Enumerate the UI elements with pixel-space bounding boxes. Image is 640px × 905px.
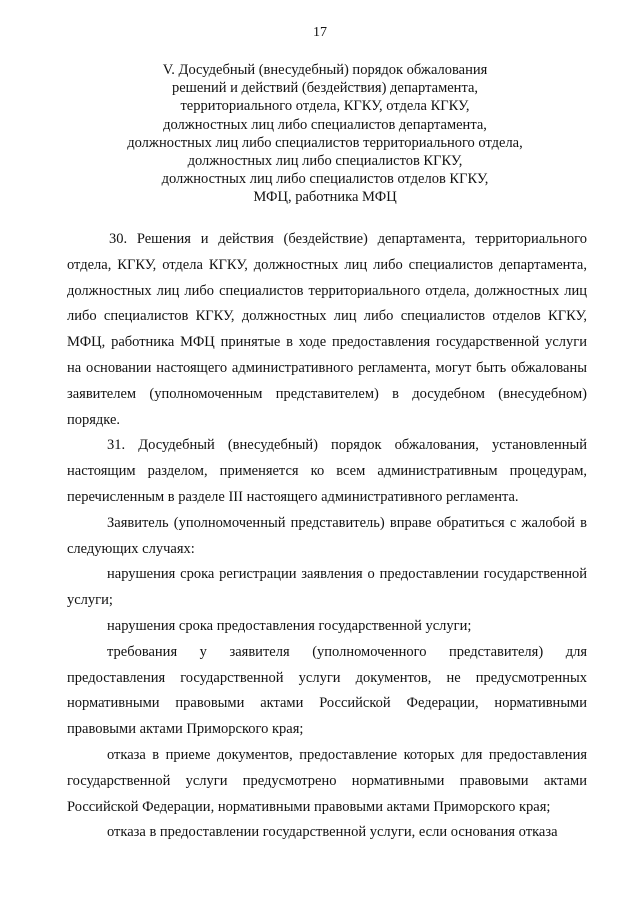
heading-line: должностных лиц либо специалистов КГКУ, (187, 153, 463, 170)
paragraph-30: 30. Решения и действия (бездействие) департамента, территориального отдела, КГКУ, отдела КГКУ, должностных лиц либо специалистов департамента, должностных лиц либо специалистов территориального отдела, должностных лиц либо специалистов КГКУ, должностных лиц либо специалистов отделов КГКУ, МФЦ, работника МФЦ принятые в ходе предоставления государственной услуги на основании настоящего административного регламента, могут быть обжалованы заявителем (уполномоченным представителем) в досудебном (внесудебном) порядке. (67, 231, 587, 428)
heading-line: должностных лиц либо специалистов отделов КГКУ, (161, 171, 489, 188)
paragraph-case-registration: нарушения срока регистрации заявления о предоставлении государственной услуги; (67, 566, 587, 609)
section-heading (60, 61, 590, 207)
heading-line: должностных лиц либо специалистов территориального отдела, (127, 134, 523, 151)
document-body (67, 227, 587, 846)
heading-line: МФЦ, работника МФЦ (253, 189, 397, 206)
paragraph-case-refusal-service: отказа в предоставлении государственной услуги, если основания отказа (107, 824, 558, 841)
paragraph-31: 31. Досудебный (внесудебный) порядок обжалования, установленный настоящим разделом, применяется ко всем административным процедурам, перечисленным в разделе III настоящего административного регламента. (67, 437, 587, 505)
heading-line: территориального отдела, КГКУ, отдела КГКУ, (180, 98, 470, 115)
heading-line: должностных лиц либо специалистов департамента, (163, 116, 487, 133)
paragraph-case-deadline: нарушения срока предоставления государственной услуги; (107, 617, 472, 634)
heading-line: V. Досудебный (внесудебный) порядок обжалования (162, 62, 488, 78)
heading-line: решений и действий (бездействия) департамента, (171, 80, 479, 97)
page-number: 17 (313, 25, 327, 40)
paragraph-case-refusal-docs: отказа в приеме документов, предоставление которых для предоставления государственной услуги предусмотрено нормативными правовыми актами Российской Федерации, нормативными правовыми актами Приморского края; (67, 746, 587, 815)
paragraph-case-documents: требования у заявителя (уполномоченного представителя) для предоставления государственной услуги документов, не предусмотренных нормативными правовыми актами Российской Федерации, нормативными правовыми актами Приморского края; (67, 643, 587, 738)
paragraph-complaint-intro: Заявитель (уполномоченный представитель) вправе обратиться с жалобой в следующих случаях: (67, 514, 587, 557)
